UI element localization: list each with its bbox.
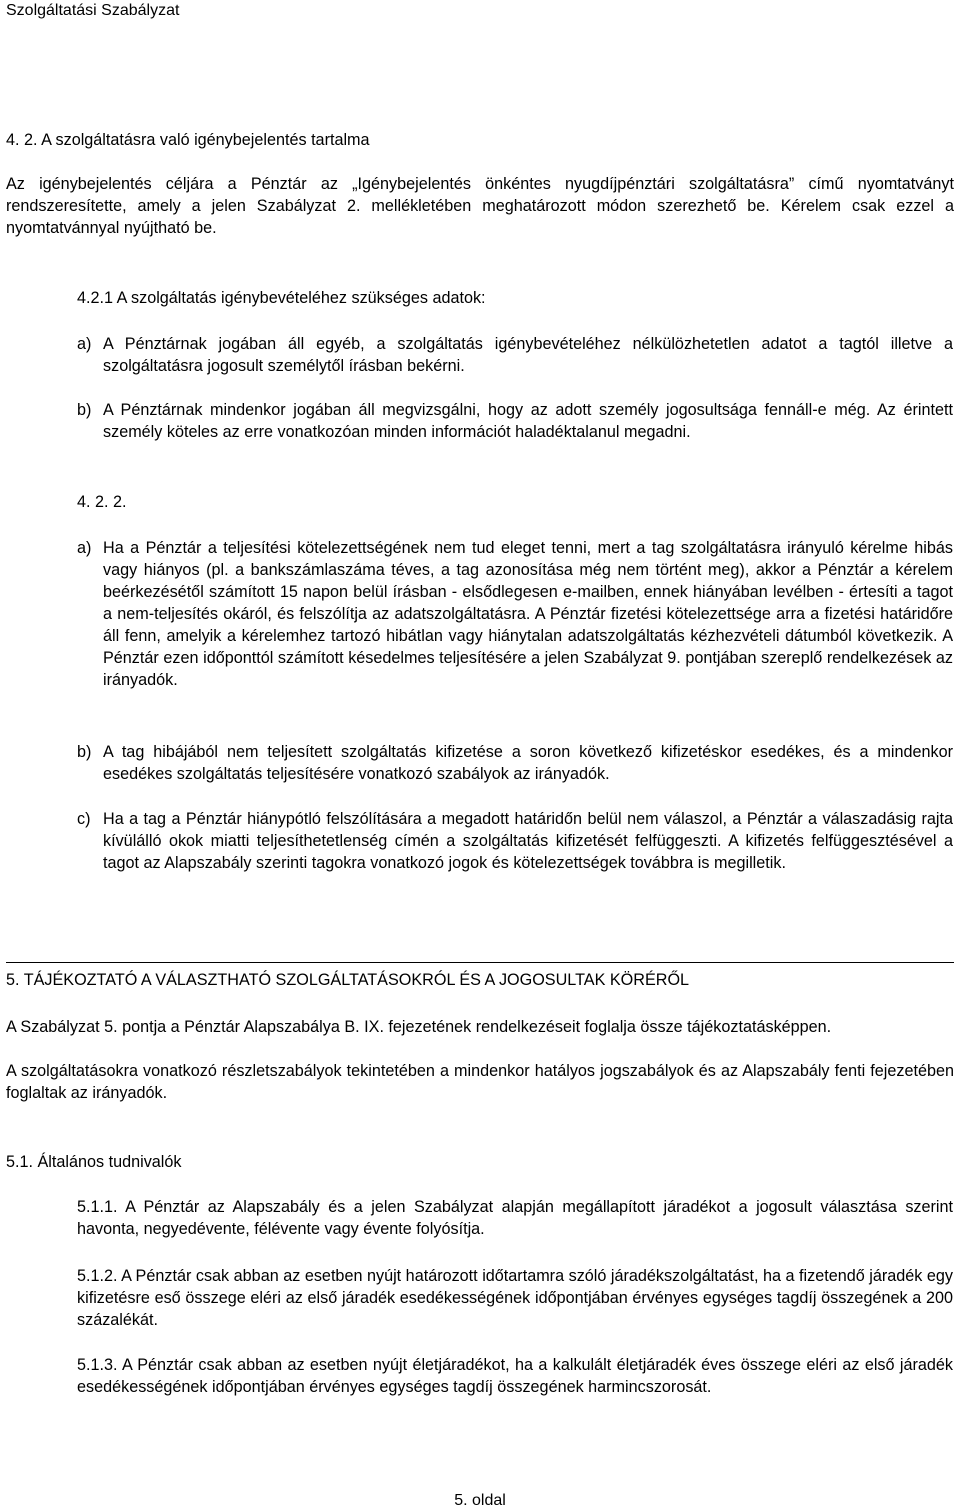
list-item-4-2-2-c	[77, 808, 953, 874]
list-item-label: a)	[77, 335, 92, 353]
list-item-label: b)	[77, 401, 92, 419]
page-number-footer: 5. oldal	[454, 1492, 506, 1509]
list-item-label: b)	[77, 743, 92, 761]
list-item-4-2-2-b	[77, 741, 953, 785]
list-item-text: A Pénztárnak mindenkor jogában áll megvizsgálni, hogy az adott személy jogosultsága fennáll-e még. Az érintett személy köteles az erre vonatkozóan minden információt haladéktalanul megadni.	[103, 401, 953, 441]
list-item-4-2-2-a	[77, 537, 953, 691]
list-item-text: A Pénztárnak jogában áll egyéb, a szolgáltatás igénybevételéhez nélkülözhetetlen adatot a tagtól illetve a szolgáltatásra jogosult személytől írásban bekérni.	[103, 335, 953, 375]
list-item-4-2-1-a	[77, 333, 953, 377]
list-item-4-2-1-b	[77, 399, 953, 443]
list-item-text: Ha a tag a Pénztár hiánypótló felszólítására a megadott határidőn belül nem válaszol, a Pénztár a válaszadásig rajta kívülálló okok miatti teljesíthetetlenség címén a szolgáltatás kifizetését felfüggeszti. A kifizetés felfüggesztésével a tagot az Alapszabály szerinti tagokra vonatkozó jogok és kötelezettségek továbbra is megilletik.	[103, 810, 953, 872]
list-item-label: a)	[77, 539, 92, 557]
section-4-2-intro: Az igénybejelentés céljára a Pénztár az „Igénybejelentés önkéntes nyugdíjpénztári szolgáltatásra” című nyomtatványt rendszeresítette, amely a jelen Szabályzat 2. mellékletében meghatározott módon szerezhető be. Kérelem csak ezzel a nyomtatvánnyal nyújtható be.	[6, 175, 954, 237]
section-5-1-heading: 5.1. Általános tudnivalók	[6, 1153, 182, 1171]
section-5-paragraph-1: A Szabályzat 5. pontja a Pénztár Alapszabálya B. IX. fejezetének rendelkezéseit foglalja össze tájékoztatásképpen.	[6, 1018, 832, 1036]
section-5-heading: 5. TÁJÉKOZTATÓ A VÁLASZTHATÓ SZOLGÁLTATÁSOKRÓL ÉS A JOGOSULTAK KÖRÉRŐL	[6, 971, 690, 989]
document-header-title: Szolgáltatási Szabályzat	[6, 2, 180, 19]
paragraph-5-1-2: 5.1.2. A Pénztár csak abban az esetben nyújt határozott időtartamra szóló járadékszolgáltatást, ha a fizetendő járadék egy kifizetésre eső összege eléri az első járadék esedékességének időpontjában érvényes egységes tagdíj összegének a 200 százalékát.	[77, 1267, 953, 1329]
paragraph-5-1-1: 5.1.1. A Pénztár az Alapszabály és a jelen Szabályzat alapján megállapított járadékot a jogosult választása szerint havonta, negyedévente, félévente vagy évente folyósítja.	[77, 1198, 953, 1238]
list-item-text: Ha a Pénztár a teljesítési kötelezettségének nem tud eleget tenni, mert a tag szolgáltatásra irányuló kérelme hibás vagy hiányos (pl. a bankszámlaszáma téves, a tag azonosítása még nem történt meg), akkor a Pénztár a kérelem beérkezésétől számított 15 napon belül írásban - elsődlegesen e-mailben, ennek hiányában levélben - értesíti a tagot a nem-teljesítés okáról, és felszólítja az adatszolgáltatásra. A Pénztár fizetési kötelezettsége arra a fizetési határidőre áll fenn, amelyik a kérelemhez tartozó hibátlan vagy hiánytalan adatszolgáltatás kézhezvételi dátumból következik. A Pénztár ezen időponttól számított késedelmes teljesítésére a jelen Szabályzat 9. pontjában szereplő rendelkezések az irányadók.	[103, 539, 953, 689]
subsection-4-2-2-heading: 4. 2. 2.	[77, 493, 127, 511]
section-divider-line	[6, 962, 954, 963]
subsection-4-2-1-heading: 4.2.1 A szolgáltatás igénybevételéhez szükséges adatok:	[77, 289, 486, 307]
section-4-2-heading: 4. 2. A szolgáltatásra való igénybejelentés tartalma	[6, 131, 370, 149]
section-5-paragraph-2: A szolgáltatásokra vonatkozó részletszabályok tekintetében a mindenkor hatályos jogszabályok és az Alapszabály fenti fejezetében foglaltak az irányadók.	[6, 1062, 954, 1102]
list-item-text: A tag hibájából nem teljesített szolgáltatás kifizetése a soron következő kifizetéskor esedékes, és a mindenkor esedékes szolgáltatás teljesítésére vonatkozó szabályok az irányadók.	[103, 743, 953, 783]
list-item-label: c)	[77, 810, 91, 828]
paragraph-5-1-3: 5.1.3. A Pénztár csak abban az esetben nyújt életjáradékot, ha a kalkulált életjáradék éves összege eléri az első járadék esedékességének időpontjában érvényes egységes tagdíj összegének harmincszorosát.	[77, 1356, 953, 1396]
